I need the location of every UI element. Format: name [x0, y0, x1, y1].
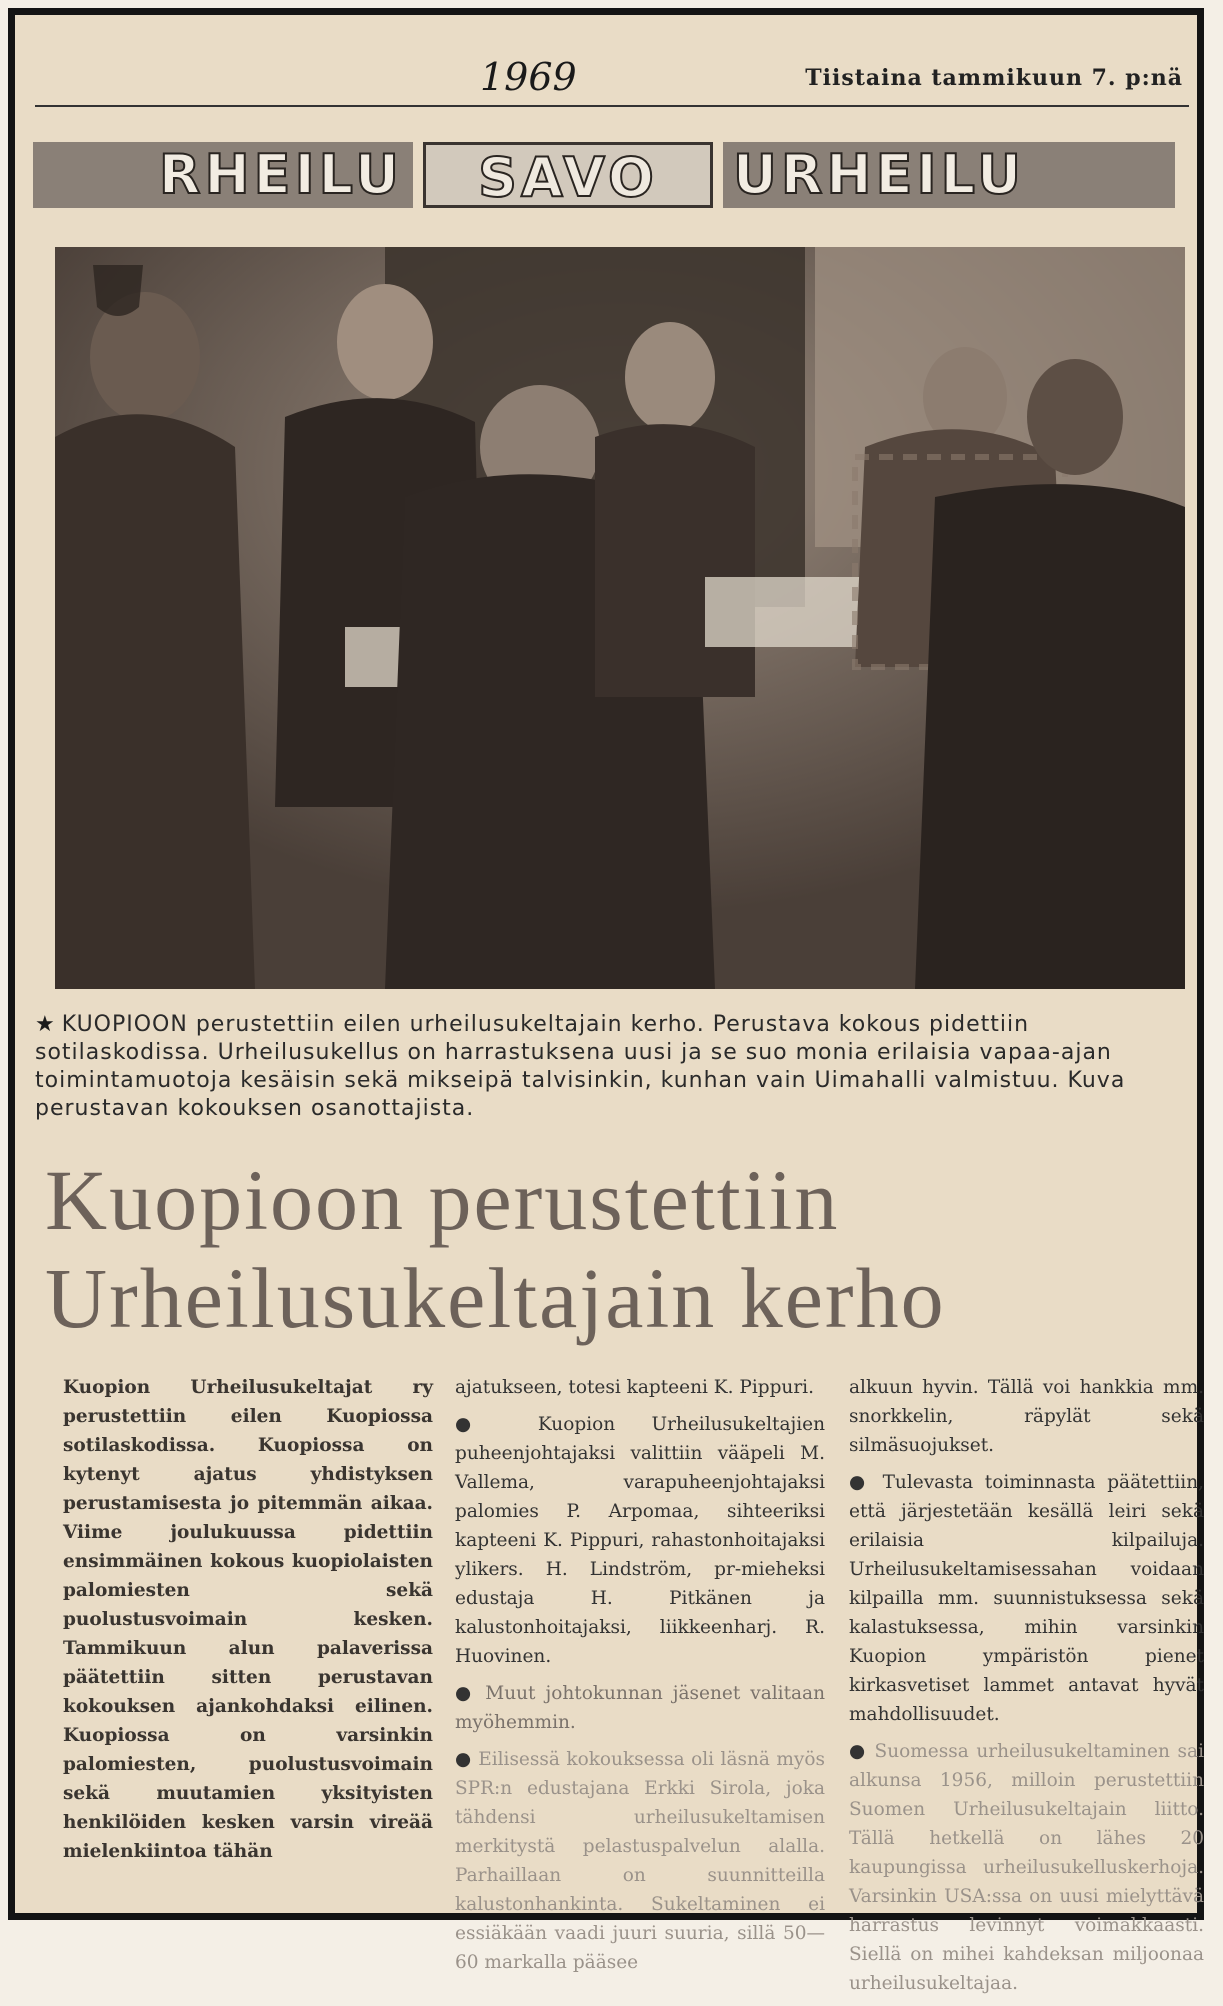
article-column-1	[63, 1373, 433, 1874]
banner-center: SAVO	[423, 142, 713, 208]
column-3-paragraph-1: alkuun hyvin. Tällä voi hankkia mm. snorkkelin, räpylät sekä silmäsuojukset.	[849, 1377, 1204, 1456]
column-2-paragraph-3: ● Muut johtokunnan jäsenet valitaan myöhemmin.	[455, 1683, 825, 1733]
column-2-paragraph-4: ● Eilisessä kokouksessa oli läsnä myös SPR:n edustajana Erkki Sirola, joka tähdensi urheilusukeltamisen merkitystä pelastuspalvelun alalla. Parhaillaan on suunnitteilla kalustonhankinta. Sukeltaminen ei essiäkään vaadi juuri suuria, sillä 50—60 markalla pääsee	[455, 1749, 825, 1973]
bullet-icon: ●	[849, 1741, 867, 1762]
headline	[45, 1151, 1185, 1347]
photo-caption	[35, 1011, 1195, 1123]
news-photo	[55, 247, 1185, 989]
banner-left: RHEILU	[33, 142, 413, 208]
headline-line-2: Urheilusukeltajain kerho	[45, 1250, 946, 1346]
bullet-icon: ●	[455, 1683, 476, 1704]
newspaper-clipping	[8, 8, 1204, 1994]
star-icon: ★	[35, 1012, 55, 1037]
photo-illustration	[55, 247, 1185, 989]
bullet-icon: ●	[455, 1414, 502, 1435]
headline-line-1: Kuopioon perustettiin	[45, 1152, 840, 1248]
header-rule	[35, 105, 1189, 107]
dateline: Tiistaina tammikuun 7. p:nä	[805, 65, 1183, 91]
column-2-paragraph-2: ● Kuopion Urheilusukeltajien puheenjohtajaksi valittiin vääpeli M. Vallema, varapuheenjohtajaksi palomies P. Arpomaa, sihteeriksi kapteeni K. Pippuri, rahastonhoitajaksi ylikers. H. Lindström, pr-mieheksi edustaja H. Pitkänen ja kalustonhoitajaksi, liikkeenharj. R. Huovinen.	[455, 1414, 825, 1667]
banner-right: URHEILU	[723, 142, 1175, 208]
handwritten-year: 1969	[480, 55, 577, 99]
column-3-paragraph-3: ● Suomessa urheilusukeltaminen sai alkunsa 1956, milloin perustettiin Suomen Urheilusukeltajain liitto. Tällä hetkellä on lähes 20 kaupungissa urheilusukelluskerhoja. Varsinkin USA:ssa on uusi mielyttävä harrastus levinnyt voimakkaasti. Siellä on mihei kahdeksan miljoonaa urheilusukeltajaa.	[849, 1741, 1204, 1994]
article-column-2	[455, 1373, 825, 1985]
section-banner	[33, 140, 1175, 210]
bullet-icon: ●	[455, 1749, 472, 1770]
column-2-paragraph-1: ajatukseen, totesi kapteeni K. Pippuri.	[455, 1377, 814, 1398]
column-3-paragraph-2: ● Tulevasta toiminnasta päätettiin, että järjestetään kesällä leiri sekä erilaisia kilpailuja. Urheilusukeltamisessahan voidaan kilpailla mm. suunnistuksessa sekä kalastuksessa, mihin varsinkin Kuopion ympäristön pienet kirkasvetiset lammet antavat hyvät mahdollisuudet.	[849, 1472, 1204, 1725]
column-1-text: Kuopion Urheilusukeltajat ry perustettiin eilen Kuopiossa sotilaskodissa. Kuopiossa on kytenyt ajatus yhdistyksen perustamisesta jo pitemmän aikaa. Viime joulukuussa pidettiin ensimmäinen kokous kuopiolaisten palomiesten sekä puolustusvoimain kesken. Tammikuun alun palaverissa päätettiin sitten perustavan kokouksen ajankohdaksi eilinen. Kuopiossa on varsinkin palomiesten, puolustusvoimain sekä muutamien yksityisten henkilöiden kesken varsin vireää mielenkiintoa tähän	[63, 1377, 433, 1862]
caption-text: KUOPIOON perustettiin eilen urheilusukeltajain kerho. Perustava kokous pidettiin sotilaskodissa. Urheilusukellus on harrastuksena uusi ja se suo monia erilaisia vapaa-ajan toimintamuotoja kesäisin sekä mikseipä talvisinkin, kunhan vain Uimahalli valmistuu. Kuva perustavan kokouksen osanottajista.	[35, 1012, 1126, 1121]
bullet-icon: ●	[849, 1472, 871, 1493]
article-column-3	[849, 1373, 1204, 2006]
